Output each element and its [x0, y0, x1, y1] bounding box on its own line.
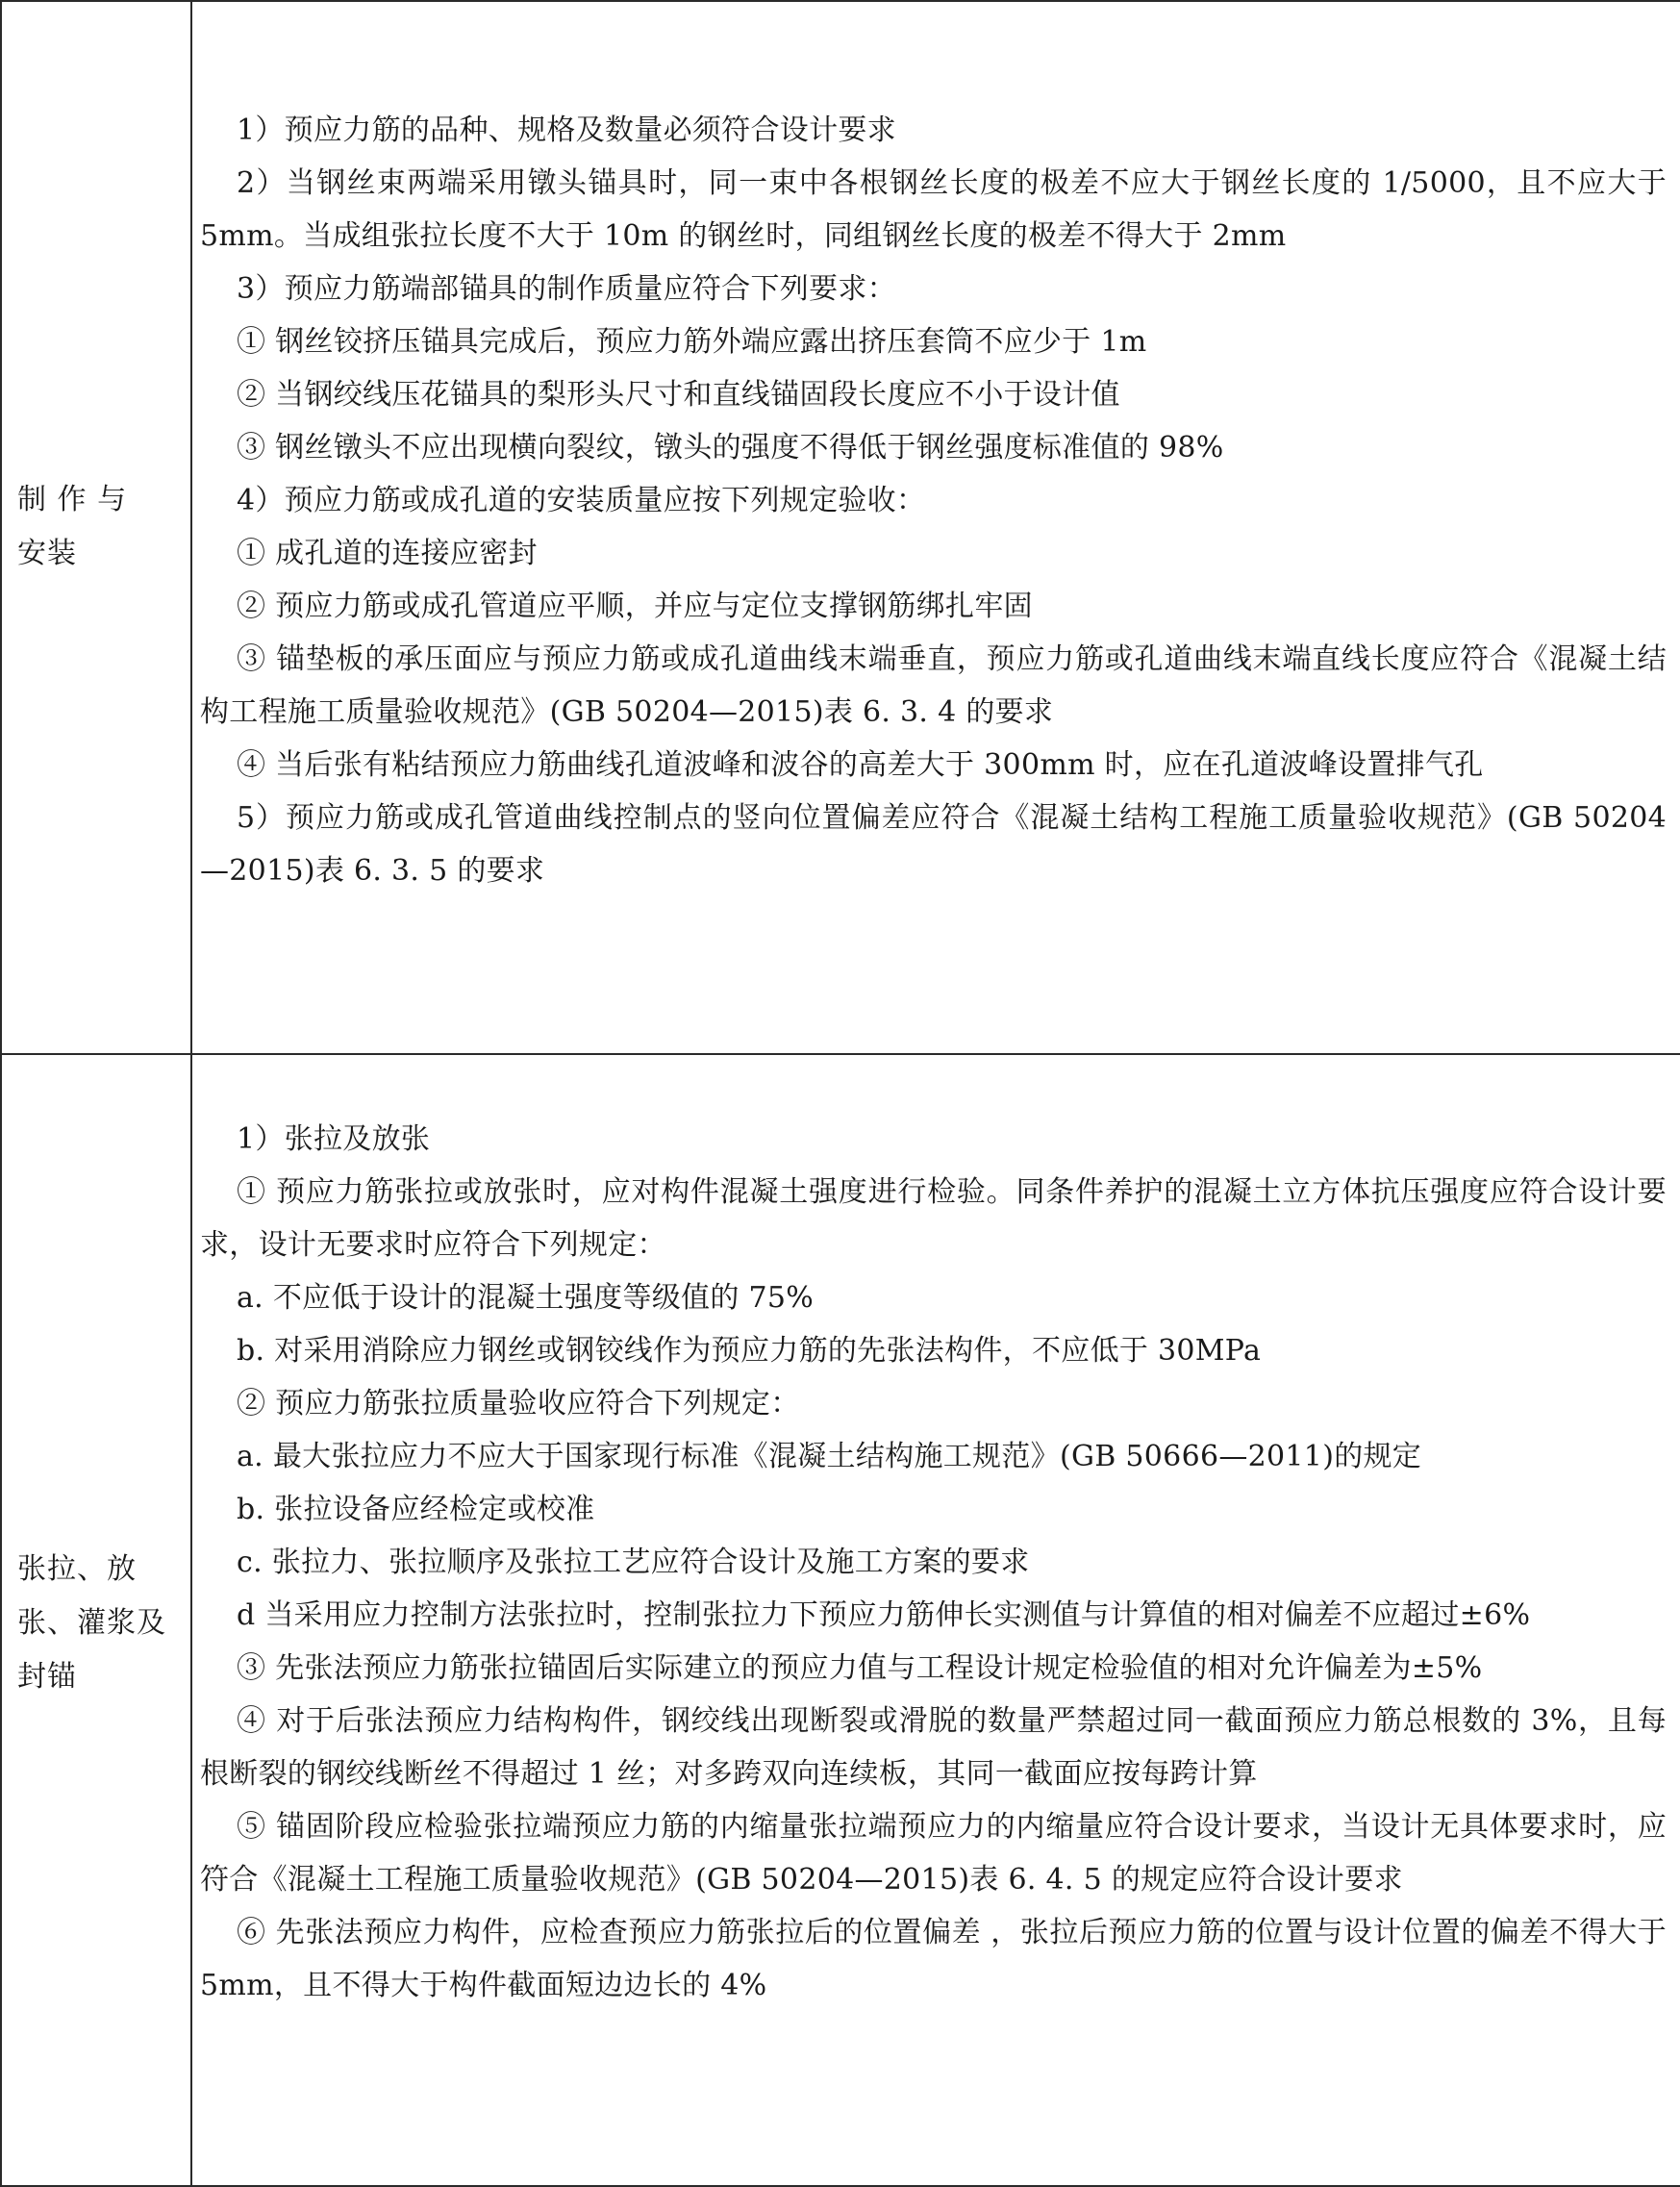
list-item: ④ 对于后张法预应力结构构件，钢绞线出现断裂或滑脱的数量严禁超过同一截面预应力筋总根数的 3%，且每根断裂的钢绞线断丝不得超过 1 丝；对多跨双向连续板，其同一截面应按每跨计算	[200, 1704, 1667, 1791]
list-item: ② 当钢绞线压花锚具的梨形头尺寸和直线锚固段长度应不小于设计值	[237, 378, 1120, 412]
list-item: a. 最大张拉应力不应大于国家现行标准《混凝土结构施工规范》(GB 50666—2011)的规定	[237, 1440, 1422, 1473]
list-item: 3）预应力筋端部锚具的制作质量应符合下列要求：	[237, 272, 896, 306]
list-item: 2）当钢丝束两端采用镦头锚具时，同一束中各根钢丝长度的极差不应大于钢丝长度的 1/5000，且不应大于 5mm。当成组张拉长度不大于 10m 的钢丝时，同组钢丝长度的极差不得大于 2mm	[200, 166, 1667, 253]
list-item: ① 钢丝铰挤压锚具完成后，预应力筋外端应露出挤压套筒不应少于 1m	[237, 325, 1147, 359]
list-item: ③ 先张法预应力筋张拉锚固后实际建立的预应力值与工程设计规定检验值的相对允许偏差为±5%	[237, 1651, 1483, 1685]
table-row	[1, 1054, 1680, 2186]
list-item: b. 对采用消除应力钢丝或钢铰线作为预应力筋的先张法构件，不应低于 30MPa	[237, 1334, 1262, 1368]
list-item: ⑥ 先张法预应力构件，应检查预应力筋张拉后的位置偏差 ，张拉后预应力筋的位置与设计位置的偏差不得大于 5mm，且不得大于构件截面短边边长的 4%	[200, 1916, 1667, 2002]
row-label: 制 作 与 安装	[17, 483, 128, 570]
list-item: 1）张拉及放张	[237, 1122, 431, 1156]
requirement-list	[200, 104, 1667, 897]
row-content-cell	[191, 1054, 1680, 2186]
list-item: a. 不应低于设计的混凝土强度等级值的 75%	[237, 1281, 815, 1315]
list-item: ① 成孔道的连接应密封	[237, 537, 538, 570]
list-item: 1）预应力筋的品种、规格及数量必须符合设计要求	[237, 113, 896, 147]
list-item: ① 预应力筋张拉或放张时，应对构件混凝土强度进行检验。同条件养护的混凝土立方体抗压强度应符合设计要求，设计无要求时应符合下列规定：	[200, 1175, 1667, 1262]
row-label: 张拉、放 张、灌浆及 封锚	[17, 1552, 166, 1694]
table-row	[1, 1, 1680, 1054]
list-item: 4）预应力筋或成孔道的安装质量应按下列规定验收：	[237, 484, 926, 517]
requirement-list	[200, 1113, 1667, 2012]
list-item: ② 预应力筋或成孔管道应平顺，并应与定位支撑钢筋绑扎牢固	[237, 590, 1033, 623]
list-item: ③ 锚垫板的承压面应与预应力筋或成孔道曲线末端垂直，预应力筋或孔道曲线末端直线长度应符合《混凝土结构工程施工质量验收规范》(GB 50204—2015)表 6. 3. 4 的要求	[200, 642, 1667, 729]
list-item: b. 张拉设备应经检定或校准	[237, 1493, 595, 1526]
list-item: d 当采用应力控制方法张拉时，控制张拉力下预应力筋伸长实测值与计算值的相对偏差不应超过±6%	[237, 1598, 1531, 1632]
row-content-cell	[191, 1, 1680, 1054]
list-item: ④ 当后张有粘结预应力筋曲线孔道波峰和波谷的高差大于 300mm 时，应在孔道波峰设置排气孔	[237, 748, 1484, 782]
list-item: 5）预应力筋或成孔管道曲线控制点的竖向位置偏差应符合《混凝土结构工程施工质量验收规范》(GB 50204—2015)表 6. 3. 5 的要求	[200, 801, 1667, 888]
list-item: ⑤ 锚固阶段应检验张拉端预应力筋的内缩量张拉端预应力的内缩量应符合设计要求，当设计无具体要求时，应符合《混凝土工程施工质量验收规范》(GB 50204—2015)表 6. 4. 5 的规定应符合设计要求	[200, 1810, 1667, 1897]
row-label-cell	[1, 1, 191, 1054]
list-item: ② 预应力筋张拉质量验收应符合下列规定：	[237, 1387, 800, 1420]
list-item: c. 张拉力、张拉顺序及张拉工艺应符合设计及施工方案的要求	[237, 1546, 1030, 1579]
row-label-cell	[1, 1054, 191, 2186]
list-item: ③ 钢丝镦头不应出现横向裂纹，镦头的强度不得低于钢丝强度标准值的 98%	[237, 431, 1224, 465]
